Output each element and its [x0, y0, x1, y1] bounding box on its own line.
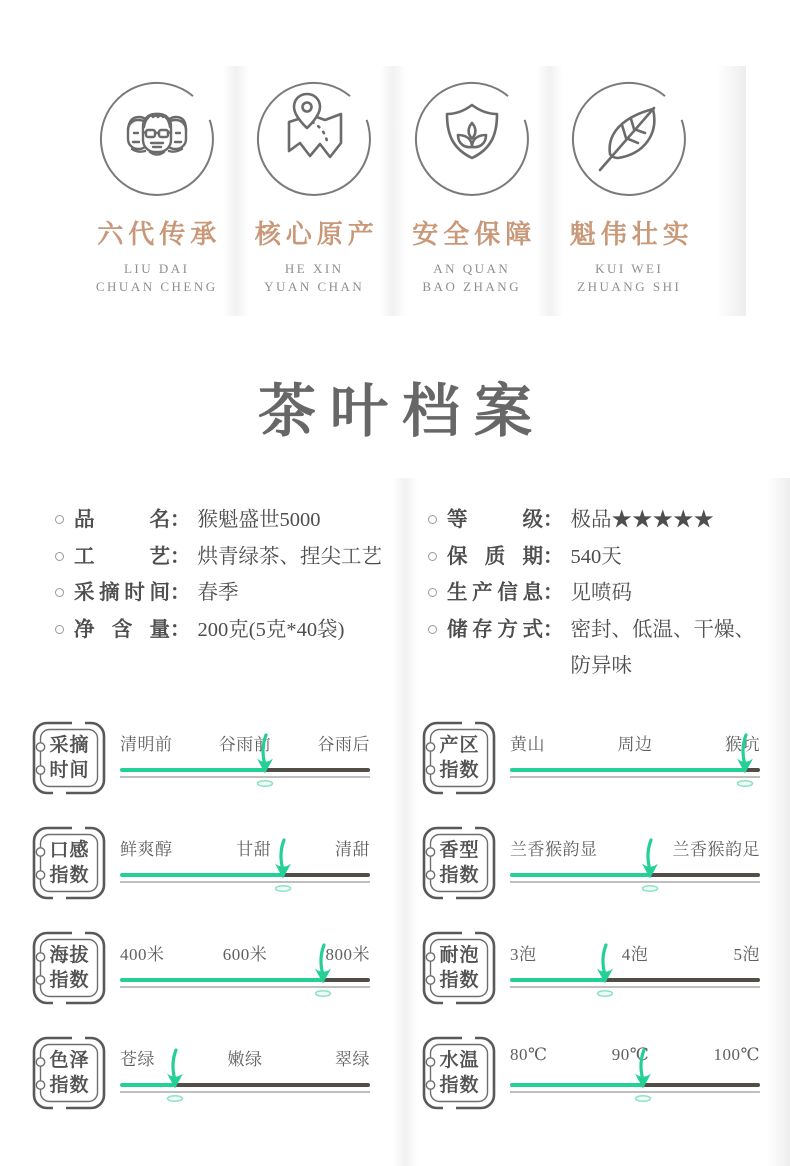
page-title: 茶叶档案 [257, 379, 546, 444]
slider-scale-labels [120, 1045, 370, 1070]
index-sliders-right [422, 721, 760, 1141]
spec-list-right [428, 502, 780, 685]
index-slider-row [422, 1036, 760, 1141]
index-slider-row [422, 931, 760, 1036]
track-filled-segment [510, 1083, 643, 1087]
track-remaining-segment [283, 873, 371, 877]
badge-label: 水温 指数 [439, 1049, 480, 1096]
badge-label: 海拔 指数 [49, 944, 90, 991]
spec-row [55, 539, 400, 576]
track-remaining-segment [605, 978, 760, 982]
slider-scale-labels [510, 835, 760, 860]
index-slider-row [32, 931, 370, 1036]
feature-card [551, 80, 709, 296]
feature-icon-slot [98, 80, 216, 198]
bullet-circle-icon [55, 552, 64, 561]
bullet-circle-icon [428, 588, 437, 597]
track-underline [510, 776, 760, 778]
scale-label: 4泡 [621, 945, 649, 964]
scale-label: 甘甜 [236, 840, 272, 859]
feature-pinyin: AN QUAN BAO ZHANG [422, 261, 522, 295]
slider-track-zone [120, 721, 370, 782]
index-slider-row [422, 721, 760, 826]
index-badge [422, 826, 496, 900]
badge-label: 口感 指数 [49, 839, 90, 886]
tea-leaf-icon [570, 80, 688, 198]
feature-icon-slot [255, 80, 373, 198]
track-filled-segment [510, 873, 650, 877]
track-underline [120, 1091, 370, 1093]
feature-row [0, 80, 790, 296]
slider-track [120, 978, 370, 992]
scale-label: 嫩绿 [227, 1050, 263, 1069]
track-filled-segment [510, 768, 745, 772]
track-underline [510, 881, 760, 883]
spec-row [428, 539, 780, 576]
spec-colon: ： [543, 509, 564, 531]
leaf-arrow-marker-icon [637, 837, 663, 895]
leaf-arrow-marker-icon [252, 732, 278, 790]
spec-label: 净含量 [74, 618, 170, 641]
spec-label: 等级 [447, 509, 543, 531]
index-badge [32, 826, 106, 900]
slider-track-zone [510, 1036, 760, 1097]
bullet-circle-icon [55, 625, 64, 634]
scale-label: 清明前 [120, 735, 173, 754]
slider-track [510, 978, 760, 992]
track-filled-segment [120, 768, 265, 772]
scale-label: 苍绿 [120, 1050, 155, 1069]
track-filled-segment [120, 873, 283, 877]
feature-title: 六代传承 [97, 220, 222, 249]
spec-label: 生产信息 [447, 582, 543, 604]
spec-colon: ： [170, 618, 191, 641]
slider-track-zone [120, 931, 370, 992]
spec-label: 储存方式 [447, 618, 543, 641]
scale-label: 翠绿 [335, 1050, 370, 1069]
spec-value: 密封、低温、干燥、 防异味 [570, 618, 755, 677]
spec-row [55, 612, 400, 649]
spec-value: 猴魁盛世5000 [197, 509, 321, 531]
spec-colon: ： [170, 509, 191, 531]
badge-label: 色泽 指数 [49, 1049, 90, 1096]
slider-track-zone [120, 1036, 370, 1097]
track-remaining-segment [643, 1083, 761, 1087]
spec-value: 烘青绿茶、捏尖工艺 [197, 545, 382, 568]
scale-label: 600米 [222, 945, 268, 964]
leaf-arrow-marker-icon [630, 1047, 656, 1105]
spec-row [428, 502, 780, 539]
slider-scale-labels [510, 940, 760, 965]
feature-card [393, 80, 551, 296]
spec-row [55, 502, 400, 539]
leaf-arrow-marker-icon [732, 732, 758, 790]
bullet-circle-icon [428, 552, 437, 561]
scale-label: 800米 [325, 945, 370, 964]
scale-label: 5泡 [733, 945, 760, 964]
slider-track-zone [510, 826, 760, 887]
track-remaining-segment [265, 768, 370, 772]
feature-pinyin: KUI WEI ZHUANG SHI [577, 261, 682, 295]
spec-label: 采摘时间 [74, 582, 170, 604]
bullet-circle-icon [55, 515, 64, 524]
track-filled-segment [510, 978, 605, 982]
feature-pinyin: HE XIN YUAN CHAN [264, 261, 365, 295]
index-sliders-left [32, 721, 370, 1141]
scale-label: 80℃ [510, 1045, 548, 1064]
feature-title: 安全保障 [412, 220, 537, 249]
track-remaining-segment [175, 1083, 370, 1087]
feature-pinyin: LIU DAI CHUAN CHENG [95, 261, 218, 295]
slider-scale-labels [120, 835, 370, 860]
feature-title: 魁伟壮实 [569, 220, 694, 249]
scale-label: 3泡 [510, 945, 537, 964]
spec-label: 品名 [74, 509, 170, 531]
leaf-arrow-marker-icon [162, 1047, 188, 1105]
index-badge [422, 931, 496, 1005]
generations-people-icon [98, 80, 216, 198]
track-underline [120, 776, 370, 778]
leaf-arrow-marker-icon [592, 942, 618, 1000]
slider-track-zone [120, 826, 370, 887]
spec-row [55, 575, 400, 612]
spec-colon: ： [543, 582, 564, 604]
badge-label: 耐泡 指数 [439, 944, 480, 991]
scale-label: 周边 [617, 735, 653, 754]
leaf-arrow-marker-icon [310, 942, 336, 1000]
origin-map-icon [255, 80, 373, 198]
feature-icon-slot [413, 80, 531, 198]
track-underline [120, 881, 370, 883]
index-badge [32, 1036, 106, 1110]
index-slider-row [32, 721, 370, 826]
badge-label: 采摘 时间 [49, 734, 90, 781]
slider-track [510, 1083, 760, 1097]
spec-label: 保质期 [447, 545, 543, 568]
track-filled-segment [120, 978, 323, 982]
safety-shield-icon [413, 80, 531, 198]
scale-label: 清甜 [335, 840, 370, 859]
index-slider-row [32, 826, 370, 931]
spec-value: 200克(5克*40袋) [197, 618, 345, 641]
slider-track [120, 1083, 370, 1097]
slider-scale-labels [510, 730, 760, 755]
spec-colon: ： [170, 545, 191, 568]
slider-track [120, 873, 370, 887]
track-remaining-segment [650, 873, 760, 877]
bullet-circle-icon [55, 588, 64, 597]
spec-colon: ： [543, 545, 564, 568]
bullet-circle-icon [428, 515, 437, 524]
spec-label: 工艺 [74, 545, 170, 568]
spec-row [428, 575, 780, 612]
bullet-circle-icon [428, 625, 437, 634]
spec-value: 极品★★★★★ [570, 509, 714, 531]
spec-row [428, 612, 780, 685]
feature-card [236, 80, 394, 296]
slider-track [510, 873, 760, 887]
scale-label: 90℃ [611, 1045, 650, 1064]
index-badge [32, 721, 106, 795]
index-slider-row [32, 1036, 370, 1141]
spec-value: 540天 [570, 545, 622, 568]
scale-label: 谷雨前 [218, 735, 272, 754]
scale-label: 兰香猴韵足 [672, 840, 760, 859]
spec-colon: ： [543, 618, 564, 641]
scale-label: 400米 [120, 945, 165, 964]
index-badge [422, 721, 496, 795]
spec-colon: ： [170, 582, 191, 604]
index-badge [32, 931, 106, 1005]
slider-track [120, 768, 370, 782]
slider-scale-labels [120, 730, 370, 755]
index-badge [422, 1036, 496, 1110]
spec-value: 春季 [197, 582, 239, 604]
feature-icon-slot [570, 80, 688, 198]
slider-track-zone [510, 721, 760, 782]
scale-label: 猴坑 [725, 735, 760, 754]
spec-list-left [55, 502, 400, 648]
scale-label: 鲜爽醇 [120, 840, 173, 859]
scale-label: 100℃ [713, 1045, 760, 1064]
badge-label: 产区 指数 [439, 734, 480, 781]
track-underline [510, 986, 760, 988]
feature-card [78, 80, 236, 296]
spec-value: 见喷码 [570, 582, 632, 604]
leaf-arrow-marker-icon [270, 837, 296, 895]
slider-track [510, 768, 760, 782]
index-slider-row [422, 826, 760, 931]
feature-title: 核心原产 [254, 220, 379, 249]
scale-label: 兰香猴韵显 [510, 840, 598, 859]
badge-label: 香型 指数 [439, 839, 480, 886]
scale-label: 谷雨后 [317, 735, 370, 754]
slider-track-zone [510, 931, 760, 992]
scale-label: 黄山 [510, 735, 545, 754]
